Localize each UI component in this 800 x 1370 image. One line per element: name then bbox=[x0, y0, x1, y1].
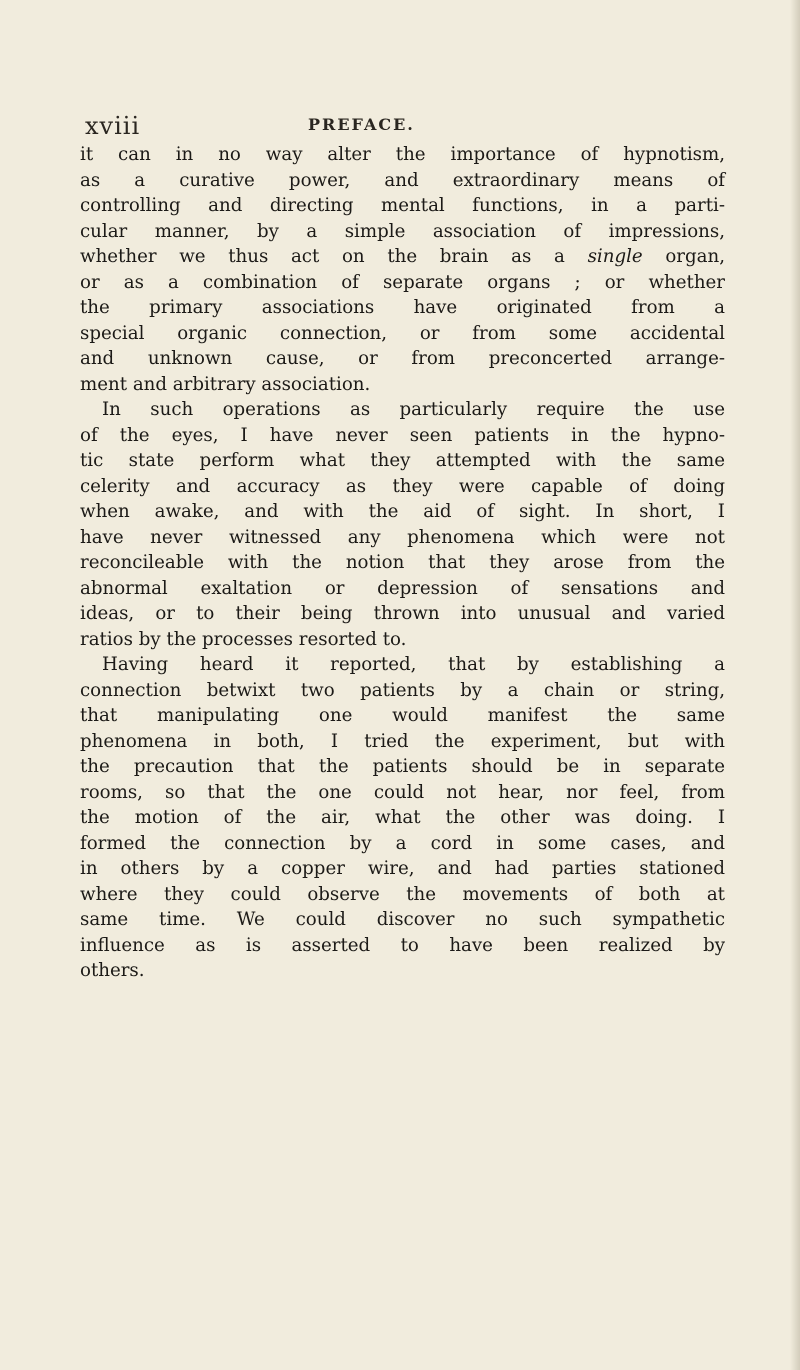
text-line: phenomena in both, I tried the experiment, but with bbox=[80, 730, 725, 752]
page-number: xviii bbox=[85, 112, 141, 140]
text-line bbox=[80, 244, 725, 270]
text-line: have never witnessed any phenomena which were not bbox=[80, 526, 725, 548]
text-line: reconcileable with the notion that they arose from the bbox=[80, 552, 725, 573]
text-line: the primary associations have originated from a bbox=[80, 297, 725, 318]
text-line: abnormal exaltation or depression of sensations and bbox=[80, 577, 725, 599]
text-line: the precaution that the patients should be in separate bbox=[80, 756, 725, 777]
text-line: rooms, so that the one could not hear, nor feel, from bbox=[80, 781, 725, 803]
text-line: connection betwixt two patients by a chain or string, bbox=[80, 679, 725, 701]
text-line: when awake, and with the aid of sight. In short, I bbox=[80, 501, 725, 522]
text-line: that manipulating one would manifest the same bbox=[80, 705, 725, 726]
text-line: influence as is asserted to have been realized by bbox=[80, 934, 725, 956]
italic-word: single bbox=[587, 246, 643, 267]
page-edge-shadow bbox=[790, 0, 800, 1370]
text-line: formed the connection by a cord in some cases, and bbox=[80, 832, 725, 854]
text-line: In such operations as particularly require the use bbox=[102, 399, 725, 420]
text-line: tic state perform what they attempted with the same bbox=[80, 450, 725, 471]
text-segment: organ, bbox=[665, 246, 725, 267]
text-line: of the eyes, I have never seen patients in the hypno- bbox=[80, 424, 725, 446]
text-line: and unknown cause, or from preconcerted arrange- bbox=[80, 348, 725, 369]
text-segment: whether we thus act on the brain as a bbox=[80, 246, 565, 267]
text-line: ideas, or to their being thrown into unusual and varied bbox=[80, 603, 725, 624]
text-line: same time. We could discover no such sympathetic bbox=[80, 909, 725, 930]
text-line: celerity and accuracy as they were capable of doing bbox=[80, 475, 725, 497]
text-line: the motion of the air, what the other was doing. I bbox=[80, 807, 725, 828]
text-line: others. bbox=[80, 960, 145, 981]
text-line: it can in no way alter the importance of hypnotism, bbox=[80, 144, 725, 165]
text-line: in others by a copper wire, and had parties stationed bbox=[80, 858, 725, 879]
text-line: cular manner, by a simple association of impressions, bbox=[80, 220, 725, 242]
text-line: as a curative power, and extraordinary means of bbox=[80, 169, 725, 191]
page-header bbox=[85, 112, 725, 142]
text-line: or as a combination of separate organs ; or whether bbox=[80, 271, 725, 293]
text-line: controlling and directing mental functions, in a parti- bbox=[80, 195, 725, 216]
running-head: PREFACE. bbox=[308, 115, 415, 134]
text-line: ratios by the processes resorted to. bbox=[80, 628, 407, 650]
text-line: special organic connection, or from some accidental bbox=[80, 322, 725, 344]
text-line: ment and arbitrary association. bbox=[80, 373, 371, 395]
body-text bbox=[80, 142, 725, 984]
text-line: where they could observe the movements of both at bbox=[80, 883, 725, 905]
text-line: Having heard it reported, that by establishing a bbox=[102, 654, 725, 675]
